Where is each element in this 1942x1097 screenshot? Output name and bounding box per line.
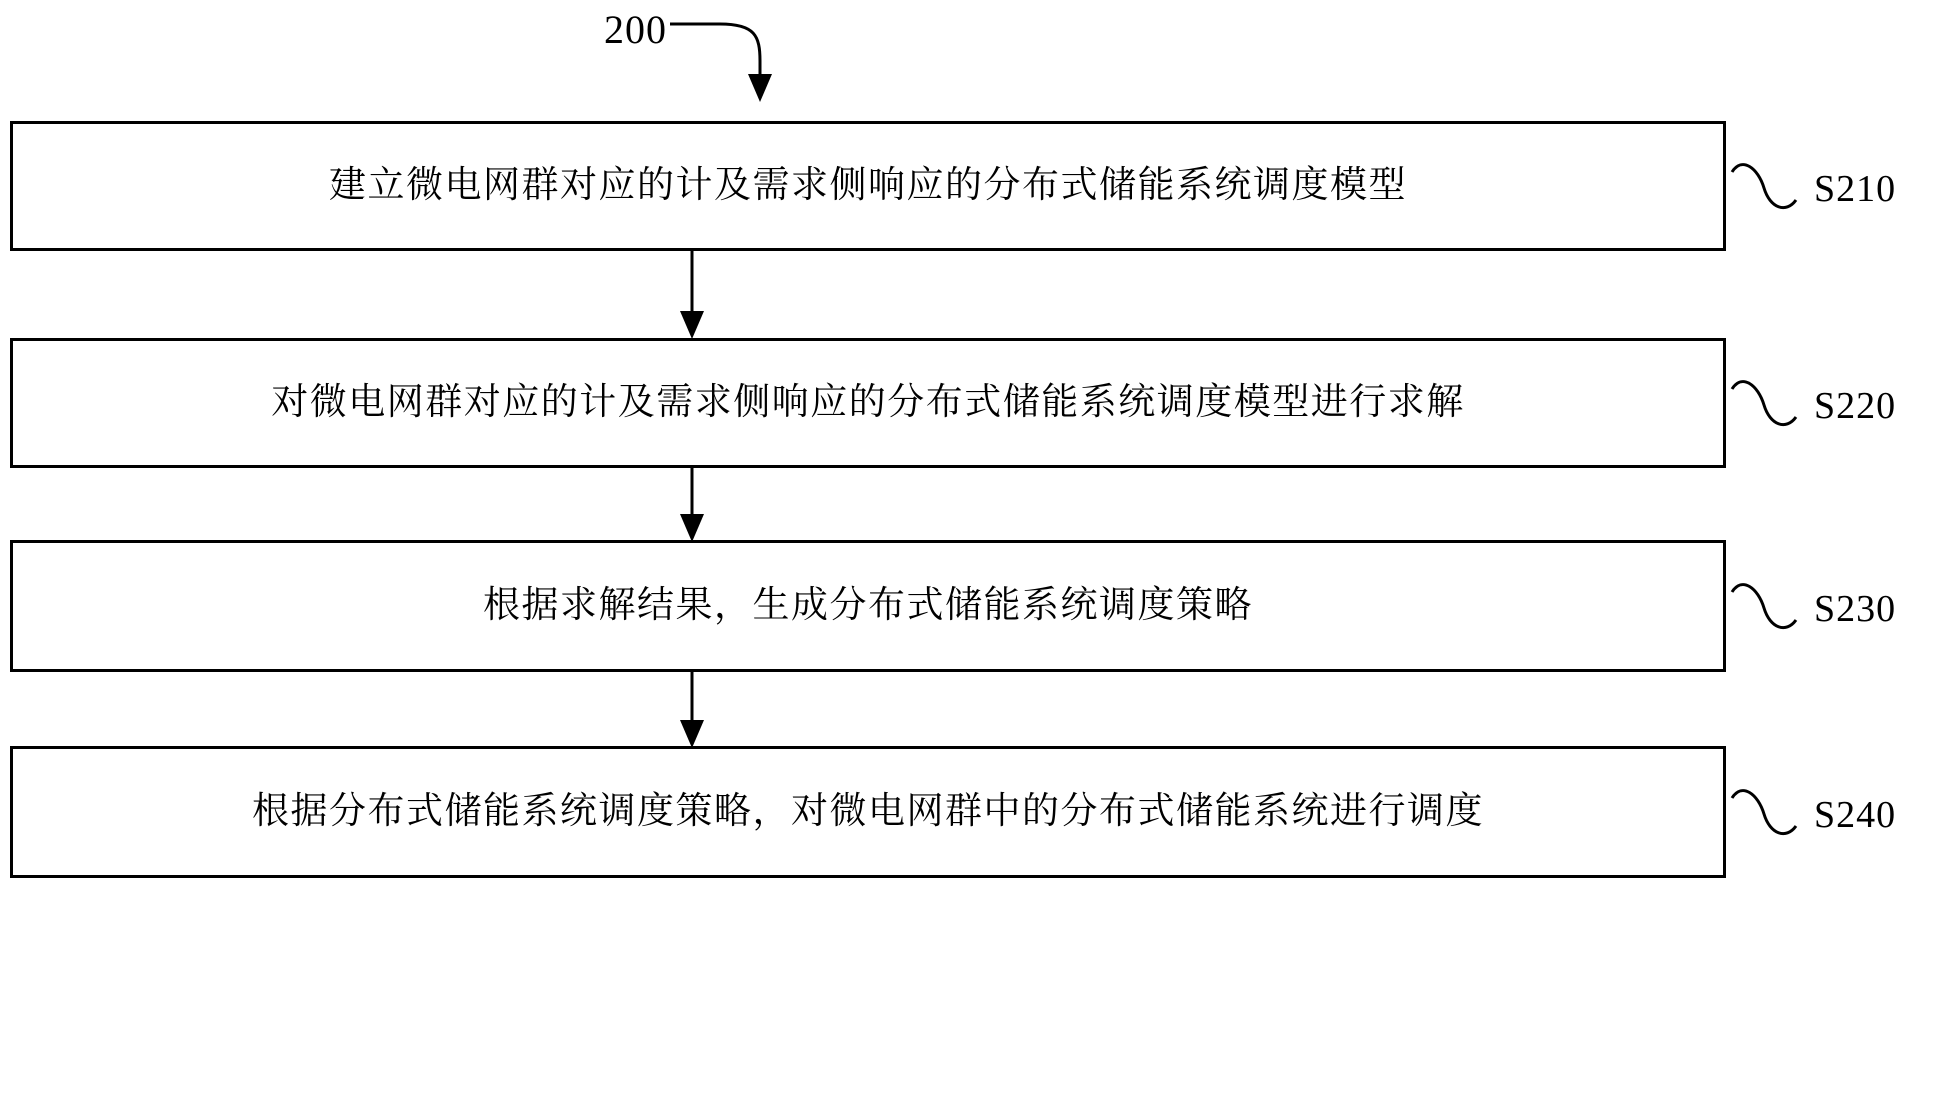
step-code-s220: S220 <box>1814 385 1897 427</box>
step-code-s240: S240 <box>1814 794 1897 836</box>
figure-number: 200 <box>604 7 667 52</box>
process-box-s220-label: 对微电网群对应的计及需求侧响应的分布式储能系统调度模型进行求解 <box>271 382 1465 424</box>
process-box-s240[interactable] <box>10 746 1726 878</box>
process-box-s210[interactable] <box>10 121 1726 251</box>
lead-in-arrow-icon <box>660 6 820 106</box>
process-box-s230[interactable] <box>10 540 1726 672</box>
step-tag-s210 <box>1728 162 1896 216</box>
step-code-s230: S230 <box>1814 588 1897 630</box>
squiggle-connector-icon <box>1728 582 1800 636</box>
process-box-s210-label: 建立微电网群对应的计及需求侧响应的分布式储能系统调度模型 <box>329 165 1407 207</box>
squiggle-connector-icon <box>1728 788 1800 842</box>
process-box-s230-label: 根据求解结果，生成分布式储能系统调度策略 <box>483 585 1253 627</box>
process-box-s220[interactable] <box>10 338 1726 468</box>
connector-arrow-3-icon <box>672 672 712 750</box>
step-tag-s220 <box>1728 379 1896 433</box>
connector-arrow-1-icon <box>672 251 712 341</box>
process-box-s240-label: 根据分布式储能系统调度策略，对微电网群中的分布式储能系统进行调度 <box>252 791 1484 833</box>
step-tag-s230 <box>1728 582 1896 636</box>
connector-arrow-2-icon <box>672 468 712 544</box>
step-tag-s240 <box>1728 788 1896 842</box>
step-code-s210: S210 <box>1814 168 1897 210</box>
squiggle-connector-icon <box>1728 379 1800 433</box>
squiggle-connector-icon <box>1728 162 1800 216</box>
